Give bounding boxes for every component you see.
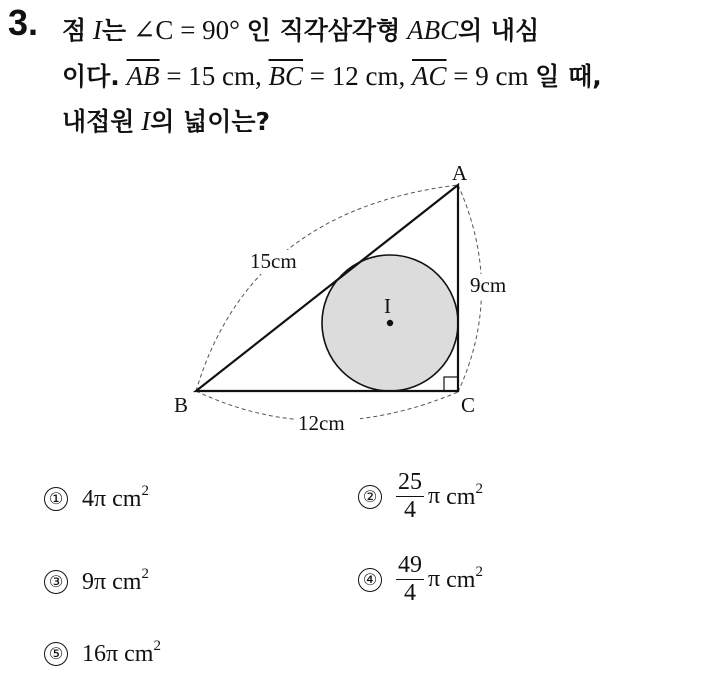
choice-4-number: ④ bbox=[358, 568, 382, 592]
choice-4-coef: π bbox=[428, 566, 441, 592]
choice-3[interactable] bbox=[44, 568, 149, 596]
choice-3-unit: $cm^2$ bbox=[112, 566, 149, 595]
choice-4-unit: $cm^2$ bbox=[446, 563, 483, 593]
segment-bc: $\overline{BC}$ bbox=[268, 61, 304, 91]
text-jeom: 점 bbox=[62, 16, 87, 45]
var-i: I bbox=[92, 15, 102, 45]
text-ida: 이다. bbox=[62, 62, 120, 91]
choice-1-coef: 4π bbox=[82, 485, 107, 512]
value-bc: = 12 cm, bbox=[309, 61, 406, 91]
side-ab-label: 15cm bbox=[250, 249, 297, 273]
choice-5[interactable] bbox=[44, 640, 161, 668]
question-number: 3. bbox=[8, 2, 39, 43]
choice-4[interactable] bbox=[358, 552, 483, 607]
text-il-ttae: 일 때, bbox=[535, 62, 602, 91]
vertex-a-label: A bbox=[452, 161, 468, 185]
value-ac: = 9 cm bbox=[453, 61, 529, 91]
side-bc-label: 12cm bbox=[298, 411, 345, 435]
choice-3-number: ③ bbox=[44, 570, 68, 594]
text-incircle: 내접원 bbox=[62, 107, 135, 136]
text-neun: 는 bbox=[101, 16, 127, 45]
vertex-c-label: C bbox=[461, 393, 476, 417]
text-right-triangle: 인 직각삼각형 bbox=[246, 16, 401, 45]
value-ab: = 15 cm, bbox=[166, 61, 262, 91]
text-area-question: 의 넓이는? bbox=[150, 107, 271, 136]
side-ac-label: 9cm bbox=[470, 273, 507, 297]
choice-2-coef: π bbox=[428, 483, 441, 509]
segment-ab: $\overline{AB}$ bbox=[126, 61, 160, 91]
incenter-label: I bbox=[384, 294, 391, 318]
choice-5-unit: $cm^2$ bbox=[124, 638, 161, 667]
choice-3-coef: 9π bbox=[82, 568, 107, 595]
choice-4-fraction: $\frac{49}{4}$ bbox=[398, 552, 422, 606]
angle-c-90: ∠C = 90° bbox=[132, 15, 240, 45]
choice-2-fraction: $\frac{25}{4}$ bbox=[398, 469, 422, 523]
choice-2-unit: $cm^2$ bbox=[446, 480, 483, 510]
triangle-abc: ABC bbox=[407, 15, 459, 45]
choice-5-number: ⑤ bbox=[44, 642, 68, 666]
vertex-b-label: B bbox=[174, 393, 189, 417]
incenter-point bbox=[387, 320, 393, 326]
right-angle-mark bbox=[444, 377, 458, 391]
choice-5-coef: 16π bbox=[82, 640, 119, 667]
segment-ac: $\overline{AC}$ bbox=[412, 61, 447, 91]
choice-1-unit: $cm^2$ bbox=[112, 483, 149, 512]
choice-1[interactable] bbox=[44, 485, 149, 513]
text-incenter: 의 내심 bbox=[458, 16, 540, 45]
choice-1-number: ① bbox=[44, 487, 68, 511]
choice-2-number: ② bbox=[358, 485, 382, 509]
choice-2[interactable] bbox=[358, 469, 483, 524]
var-i-2: I bbox=[141, 106, 151, 136]
